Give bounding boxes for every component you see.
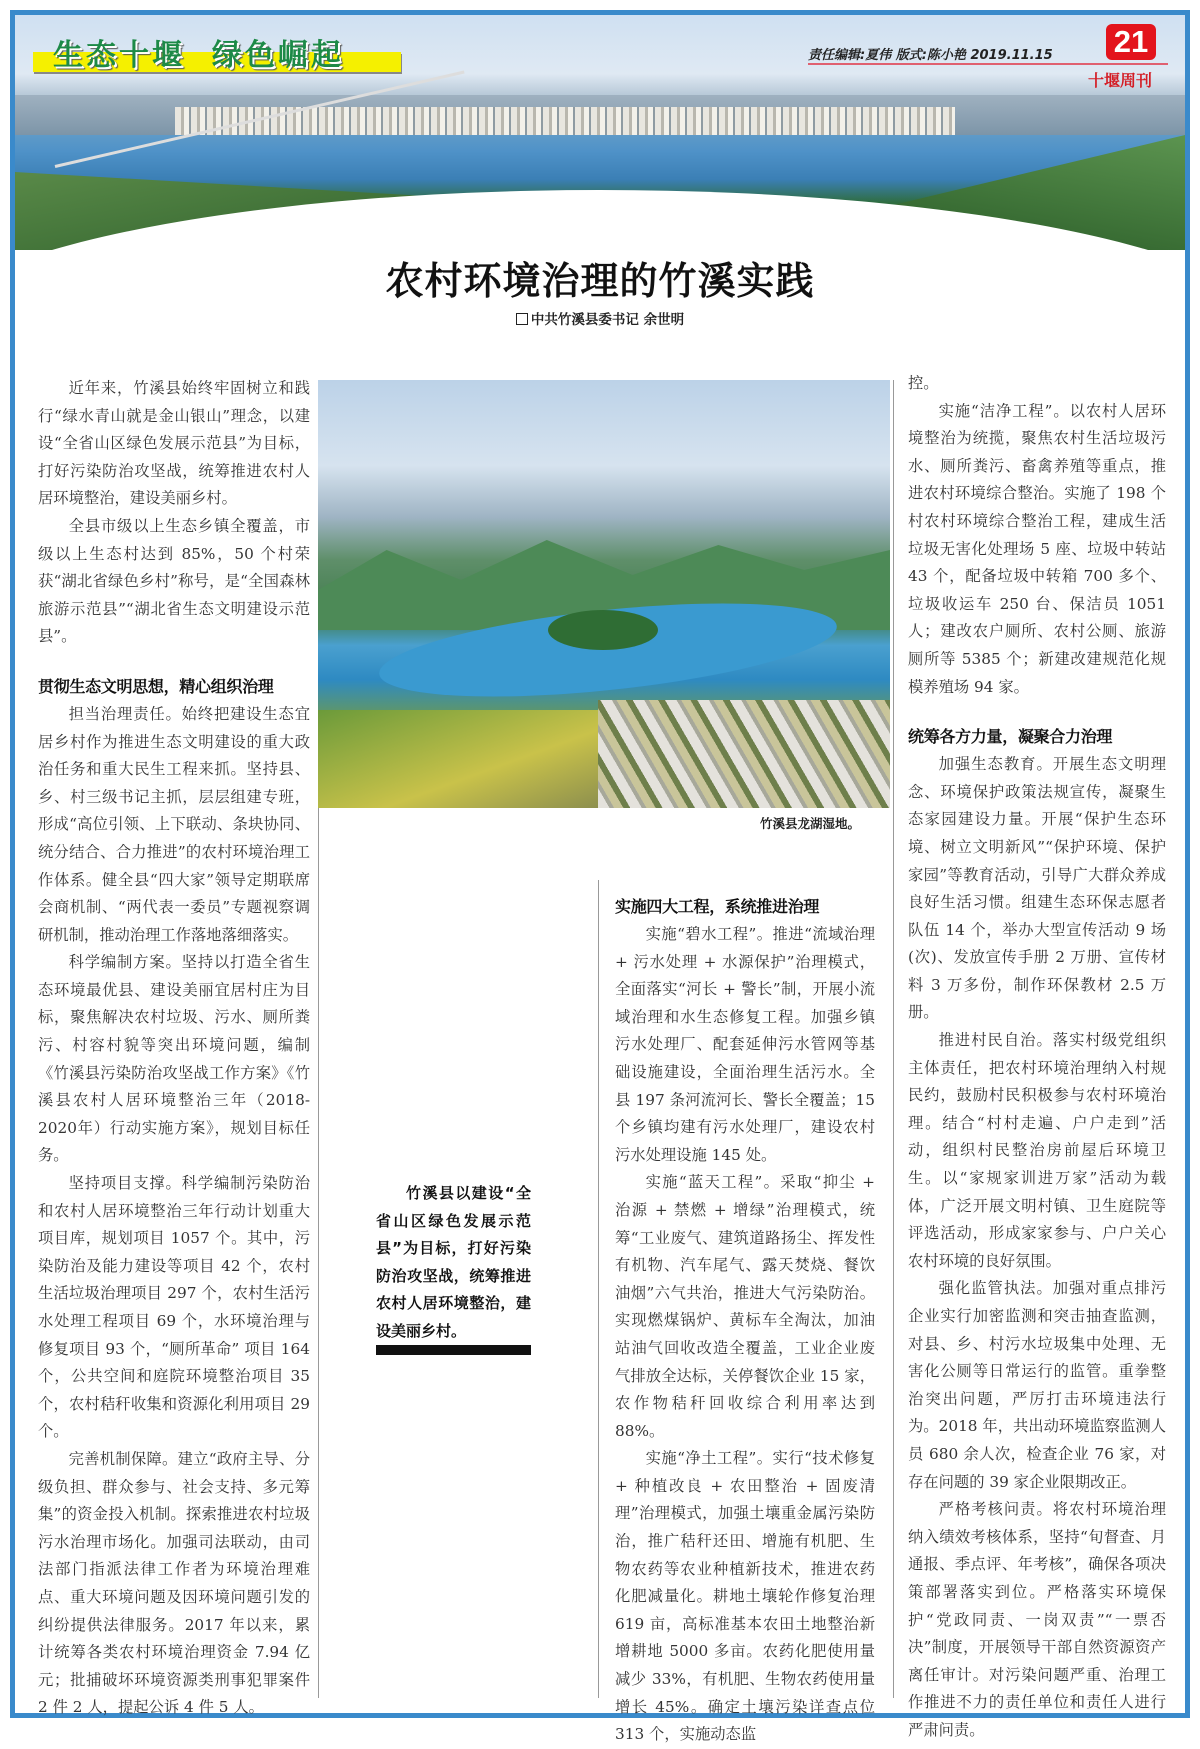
column-1: [38, 375, 310, 1722]
wetland-photo: [318, 380, 890, 808]
paragraph: 全县市级以上生态乡镇全覆盖，市级以上生态村达到 85%，50 个村荣获“湖北省绿色乡村”称号，是“全国森林旅游示范县”“湖北省生态文明建设示范县”。: [38, 516, 310, 646]
byline-text: 中共竹溪县委书记 余世明: [530, 312, 685, 328]
paragraph: 坚持项目支撑。科学编制污染防治和农村人居环境整治三年行动计划重大项目库，规划项目 1057 个。其中，污染防治及能力建设等项目 42 个，农村生活垃圾治理项目 297 个，农村生活污水处理工程项目 69 个，水环境治理与修复项目 93 个，“厕所革命” 项目 164 个，公共空间和庭院环境整治项目 35 个，农村秸秆收集和资源化利用项目 29 个。: [38, 1174, 310, 1441]
pull-quote: 竹溪县以建设“全省山区绿色发展示范县”为目标，打好污染防治攻坚战，统筹推进农村人居环境整治，建设美丽乡村。: [376, 1184, 531, 1340]
paragraph: 严格考核问责。将农村环境治理纳入绩效考核体系，坚持“旬督查、月通报、季点评、年考核”，确保各项决策部署落实到位。严格落实环境保护“党政同责、一岗双责”“一票否决”制度，开展领导干部自然资源资产离任审计。对污染问题严重、治理工作推进不力的责任单位和责任人进行严肃问责。: [908, 1500, 1166, 1739]
section-heading: 统筹各方力量，凝聚合力治理: [908, 727, 1113, 747]
section-heading: 实施四大工程，系统推进治理: [615, 897, 820, 916]
paragraph: 强化监管执法。加强对重点排污企业实行加密监测和突击抽查监测，对县、乡、村污水垃圾集中处理、无害化公厕等日常运行的监管。重拳整治突出问题，严厉打击环境违法行为。2018 年，共出动环境监察监测人员 680 余人次，检查企业 76 家，对存在问题的 39 家企业限期改正。: [908, 1279, 1166, 1491]
column-divider: [318, 808, 319, 1698]
page-number-badge: 21: [1106, 24, 1156, 60]
paragraph: 实施“蓝天工程”。采取“抑尘 + 治源 + 禁燃 + 增绿”治理模式，统筹“工业废气、建筑道路扬尘、挥发性有机物、汽车尾气、露天焚烧、餐饮油烟”六气共治，推进大气污染防治。实现燃煤锅炉、黄标车全淘汰，加油站油气回收改造全覆盖，工业企业废气排放全达标，关停餐饮企业 15 家，农作物秸秆回收综合利用率达到 88%。: [615, 1173, 875, 1440]
section-heading: 贯彻生态文明思想，精心组织治理: [38, 676, 274, 696]
byline: [0, 308, 1200, 328]
article-title: 农村环境治理的竹溪实践: [385, 258, 815, 303]
paragraph: 加强生态教育。开展生态文明理念、环境保护政策法规宣传，凝聚生态家园建设力量。开展“保护生态环境、树立文明新风”“保护环境、保护家园”等教育活动，引导广大群众养成良好生活习惯。组建生态环保志愿者队伍 14 个，举办大型宣传活动 9 场(次)、发放宣传手册 2 万册、宣传材料 3 万多份，制作环保教材 2.5 万册。: [908, 755, 1166, 1022]
paragraph: 实施“净土工程”。实行“技术修复 + 种植改良 + 农田整治 + 固废清理”治理模式，加强土壤重金属污染防治，推广秸秆还田、增施有机肥、生物农药等农业种植新技术，推进农药化肥减量化。耕地土壤轮作修复治理 619 亩，高标准基本农田土地整治新增耕地 5000 多亩。农药化肥使用量减少 33%，有机肥、生物农药使用量增长 45%。确定土壤污染详查点位 313 个，实施动态监: [615, 1449, 875, 1744]
editor-meta: 责任编辑:夏伟 版式:陈小艳 2019.11.15: [808, 48, 1053, 63]
paragraph: 科学编制方案。坚持以打造全省生态环境最优县、建设美丽宜居村庄为目标，聚焦解决农村垃圾、污水、厕所粪污、村容村貌等突出环境问题，编制《竹溪县污染防治攻坚战工作方案》《竹溪县农村人居环境整治三年（2018-2020年）行动实施方案》，规划目标任务。: [38, 953, 310, 1165]
slogan-text: 生态十堰 绿色崛起: [53, 38, 344, 73]
paragraph: 实施“洁净工程”。以农村人居环境整治为统揽，聚焦农村生活垃圾污水、厕所粪污、畜禽养殖等重点，推进农村环境综合整治。实施了 198 个村农村环境综合整治工程，建成生活垃圾无害化处理场 5 座、垃圾中转站 43 个，配备垃圾中转箱 700 多个、垃圾收运车 250 台、保洁员 1051 人；建改农户厕所、农村公厕、旅游厕所等 5385 个；新建改建规范化规模养殖场 94 家。: [908, 401, 1166, 696]
paragraph: 完善机制保障。建立“政府主导、分级负担、群众参与、社会支持、多元筹集”的资金投入机制。探索推进农村垃圾污水治理市场化。加强司法联动，由司法部门指派法律工作者为环境治理难点、重大环境问题及因环境问题引发的纠纷提供法律服务。2017 年以来，累计统筹各类农村环境治理资金 7.94 亿元；批捕破坏环境资源类刑事犯罪案件 2 件 2 人，提起公诉 4 件 5 人。: [38, 1449, 310, 1717]
paragraph: 控。: [908, 374, 939, 392]
section-slogan: [33, 30, 401, 74]
pull-quote-bar: [376, 1345, 531, 1355]
column-4: [908, 370, 1166, 1745]
column-3: [615, 893, 875, 1749]
column-divider: [893, 380, 894, 1698]
header-rule: [808, 63, 1168, 65]
paragraph: 推进村民自治。落实村级党组织主体责任，把农村环境治理纳入村规民约，鼓励村民积极参与农村环境治理。结合“村村走遍、户户走到”活动，组织村民整治房前屋后环境卫生。以“家规家训进万家”活动为载体，广泛开展文明村镇、卫生庭院等评选活动，形成家家参与、户户关心农村环境的良好氛围。: [908, 1031, 1166, 1270]
paper-name: 十堰周刊: [1088, 71, 1153, 90]
paragraph: 担当治理责任。始终把建设生态宜居乡村作为推进生态文明建设的重大政治任务和重大民生工程来抓。坚持县、乡、村三级书记主抓，层层组建专班，形成“高位引领、上下联动、条块协同、统分结合、合力推进”的农村环境治理工作体系。健全县“四大家”领导定期联席会商机制、“两代表一委员”专题视察调研机制，推动治理工作落地落细落实。: [38, 704, 310, 944]
photo-caption: 竹溪县龙湖湿地。: [760, 816, 861, 831]
paragraph: 近年来，竹溪县始终牢固树立和践行“绿水青山就是金山银山”理念，以建设“全省山区绿色发展示范县”为目标，打好污染防治攻坚战，统筹推进农村人居环境整治，建设美丽乡村。: [38, 379, 310, 508]
square-bullet-icon: [516, 313, 528, 325]
paragraph: 实施“碧水工程”。推进“流域治理 + 污水处理 + 水源保护”治理模式，全面落实“河长 + 警长”制，开展小流域治理和水生态修复工程。加强乡镇污水处理厂、配套延伸污水管网等基础设施建设，全面治理生活污水。全县 197 条河流河长、警长全覆盖；15 个乡镇均建有污水处理厂，建设农村污水处理设施 145 处。: [615, 925, 875, 1164]
column-divider: [598, 880, 599, 1698]
